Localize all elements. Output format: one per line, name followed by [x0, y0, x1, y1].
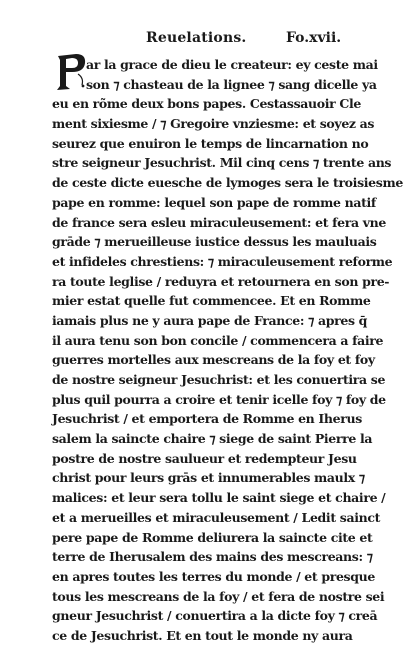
text-line: de nostre seigneur Jesuchrist: et les conuertira se: [52, 372, 386, 387]
text-line: tous les mescreans de la foy / et fera de nostre sei: [52, 588, 385, 604]
text-line: gneur Jesuchrist / conuertira a la dicte foy ⁊ creā: [52, 608, 378, 624]
text-line: grāde ⁊ merueilleuse iustice dessus les mauluais: [52, 234, 377, 250]
text-line: stre seigneur Jesuchrist. Mil cinq cens ⁊ trente ans: [52, 155, 392, 171]
text-line: ment sixiesme / ⁊ Gregoire vnziesme: et soyez as: [52, 116, 375, 132]
text-line: en apres toutes les terres du monde / et presque: [52, 568, 375, 584]
text-line: eu en rõme deux bons papes. Cestassauoir Cle: [52, 96, 362, 112]
text-line: salem la saincte chaire ⁊ siege de saint Pierre la: [52, 431, 373, 447]
text-line: il aura tenu son bon concile / commencera a faire: [52, 332, 384, 348]
text-line: ra toute leglise / reduyra et retournera en son pre-: [52, 273, 390, 289]
text-line: de ceste dicte euesche de lymoges sera le troisiesme: [52, 175, 403, 191]
text-line: pape en romme: lequel son pape de romme natif: [52, 194, 376, 210]
text-line: mier estat quelle fut commencee. Et en Romme: [52, 293, 371, 309]
text-line: iamais plus ne y aura pape de France: ⁊ apres q̄: [52, 312, 368, 328]
text-line: postre de nostre saulueur et redempteur Jesu: [52, 450, 357, 466]
folio-number: Fo.xvii.: [286, 30, 342, 46]
text-line: seurez que enuiron le temps de lincarnation no: [52, 135, 369, 151]
text-line: et infideles chrestiens: ⁊ miraculeusement reforme: [52, 253, 393, 269]
running-head: Reuelations.: [146, 30, 247, 46]
text-line: plus quil pourra a croire et tenir icelle foy ⁊ foy de: [52, 391, 386, 407]
text-line: ar la grace de dieu le createur: ey ceste mai: [86, 57, 378, 72]
text-line: de france sera esleu miraculeusement: et fera vne: [52, 214, 387, 230]
text-line: et a merueilles et miraculeusement / Ledit sainct: [52, 509, 381, 525]
text-line: christ pour leurs grās et innumerables maulx ⁊: [52, 470, 365, 486]
text-line: pere pape de Romme deliurera la saincte cite et: [52, 529, 373, 545]
text-line: malices: et leur sera tollu le saint siege et chaire /: [52, 490, 386, 506]
text-line: Jesuchrist / et emportera de Romme en Iherus: [52, 411, 362, 427]
text-line: son ⁊ chasteau de la lignee ⁊ sang dicelle ya: [86, 76, 377, 92]
text-line: guerres mortelles aux mescreans de la foy et foy: [52, 352, 375, 368]
text-line: ce de Jesuchrist. Et en tout le monde ny aura: [52, 627, 353, 643]
body-text: [52, 55, 403, 646]
text-line: terre de Iherusalem des mains des mescreans: ⁊: [52, 549, 373, 565]
